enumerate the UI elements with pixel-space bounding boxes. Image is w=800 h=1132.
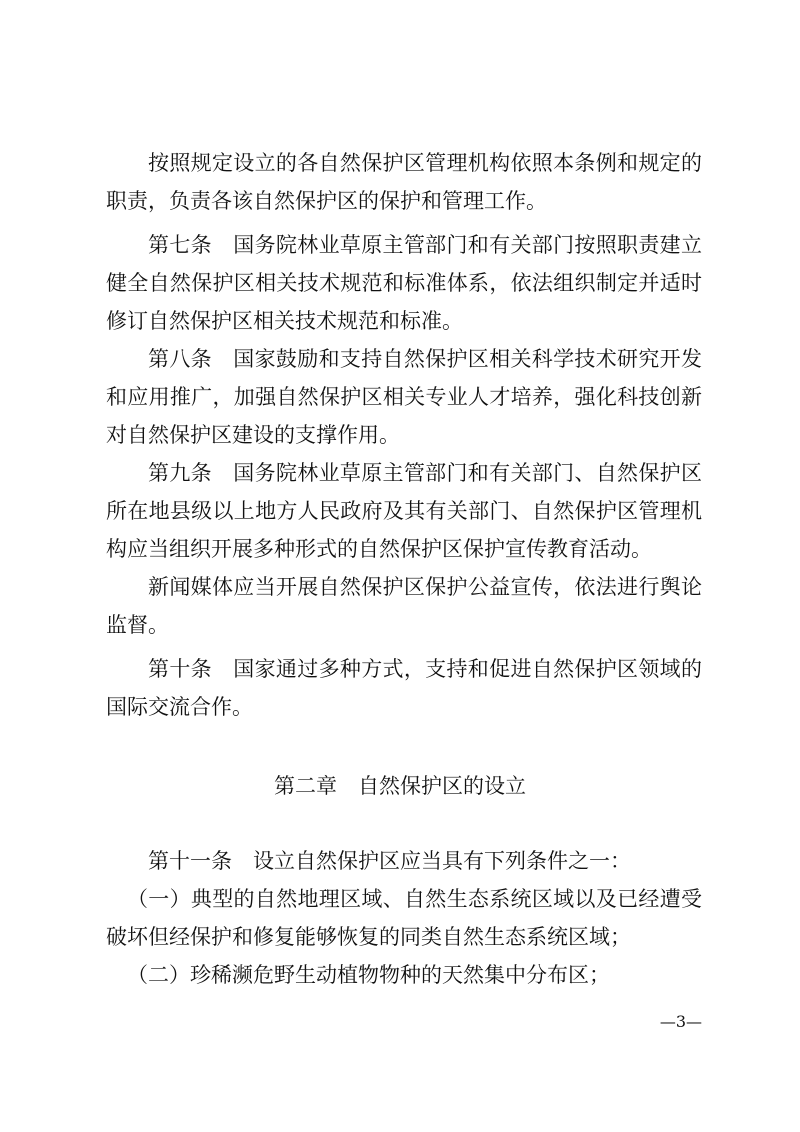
paragraph-article-9 (106, 454, 702, 568)
article-number: 第八条 (148, 347, 212, 371)
chapter-heading (0, 767, 800, 805)
article-number: 第七条 (148, 233, 212, 257)
paragraph-text: 设立自然保护区应当具有下列条件之一： (253, 849, 631, 873)
paragraph-text: 国家通过多种方式，支持和促进自然保护区领域的国际交流合作。 (106, 657, 703, 719)
paragraph-text: 国务院林业草原主管部门和有关部门、自然保护区所在地县级以上地方人民政府及其有关部门、自然保护区管理机构应当组织开展多种形式的自然保护区保护宣传教育活动。 (106, 461, 703, 561)
paragraph-text: 按照规定设立的各自然保护区管理机构依照本条例和规定的职责，负责各该自然保护区的保护和管理工作。 (106, 151, 702, 213)
paragraph-article-8 (106, 340, 702, 454)
list-item-text: （二）珍稀濒危野生动植物物种的天然集中分布区； (127, 963, 610, 987)
article-number: 第九条 (148, 461, 212, 485)
chapter-title: 自然保护区的设立 (358, 774, 526, 798)
article-number: 第十一条 (148, 849, 232, 873)
paragraph-article-7 (106, 226, 702, 340)
list-item-condition-2 (106, 956, 702, 994)
paragraph-organization-duties (106, 144, 702, 220)
paragraph-text: 国务院林业草原主管部门和有关部门按照职责建立健全自然保护区相关技术规范和标准体系，依法组织制定并适时修订自然保护区相关技术规范和标准。 (106, 233, 703, 333)
list-item-text: （一）典型的自然地理区域、自然生态系统区域以及已经遭受破坏但经保护和修复能够恢复的同类自然生态系统区域； (106, 887, 702, 949)
paragraph-article-10 (106, 650, 702, 726)
paragraph-article-11 (106, 842, 702, 880)
paragraph-media-supervision (106, 568, 702, 644)
page-number: —3— (659, 1012, 702, 1031)
paragraph-text: 新闻媒体应当开展自然保护区保护公益宣传，依法进行舆论监督。 (106, 575, 702, 637)
paragraph-text: 国家鼓励和支持自然保护区相关科学技术研究开发和应用推广，加强自然保护区相关专业人才培养，强化科技创新对自然保护区建设的支撑作用。 (106, 347, 703, 447)
list-item-condition-1 (106, 880, 702, 956)
article-number: 第十条 (148, 657, 212, 681)
chapter-number: 第二章 (274, 774, 337, 798)
